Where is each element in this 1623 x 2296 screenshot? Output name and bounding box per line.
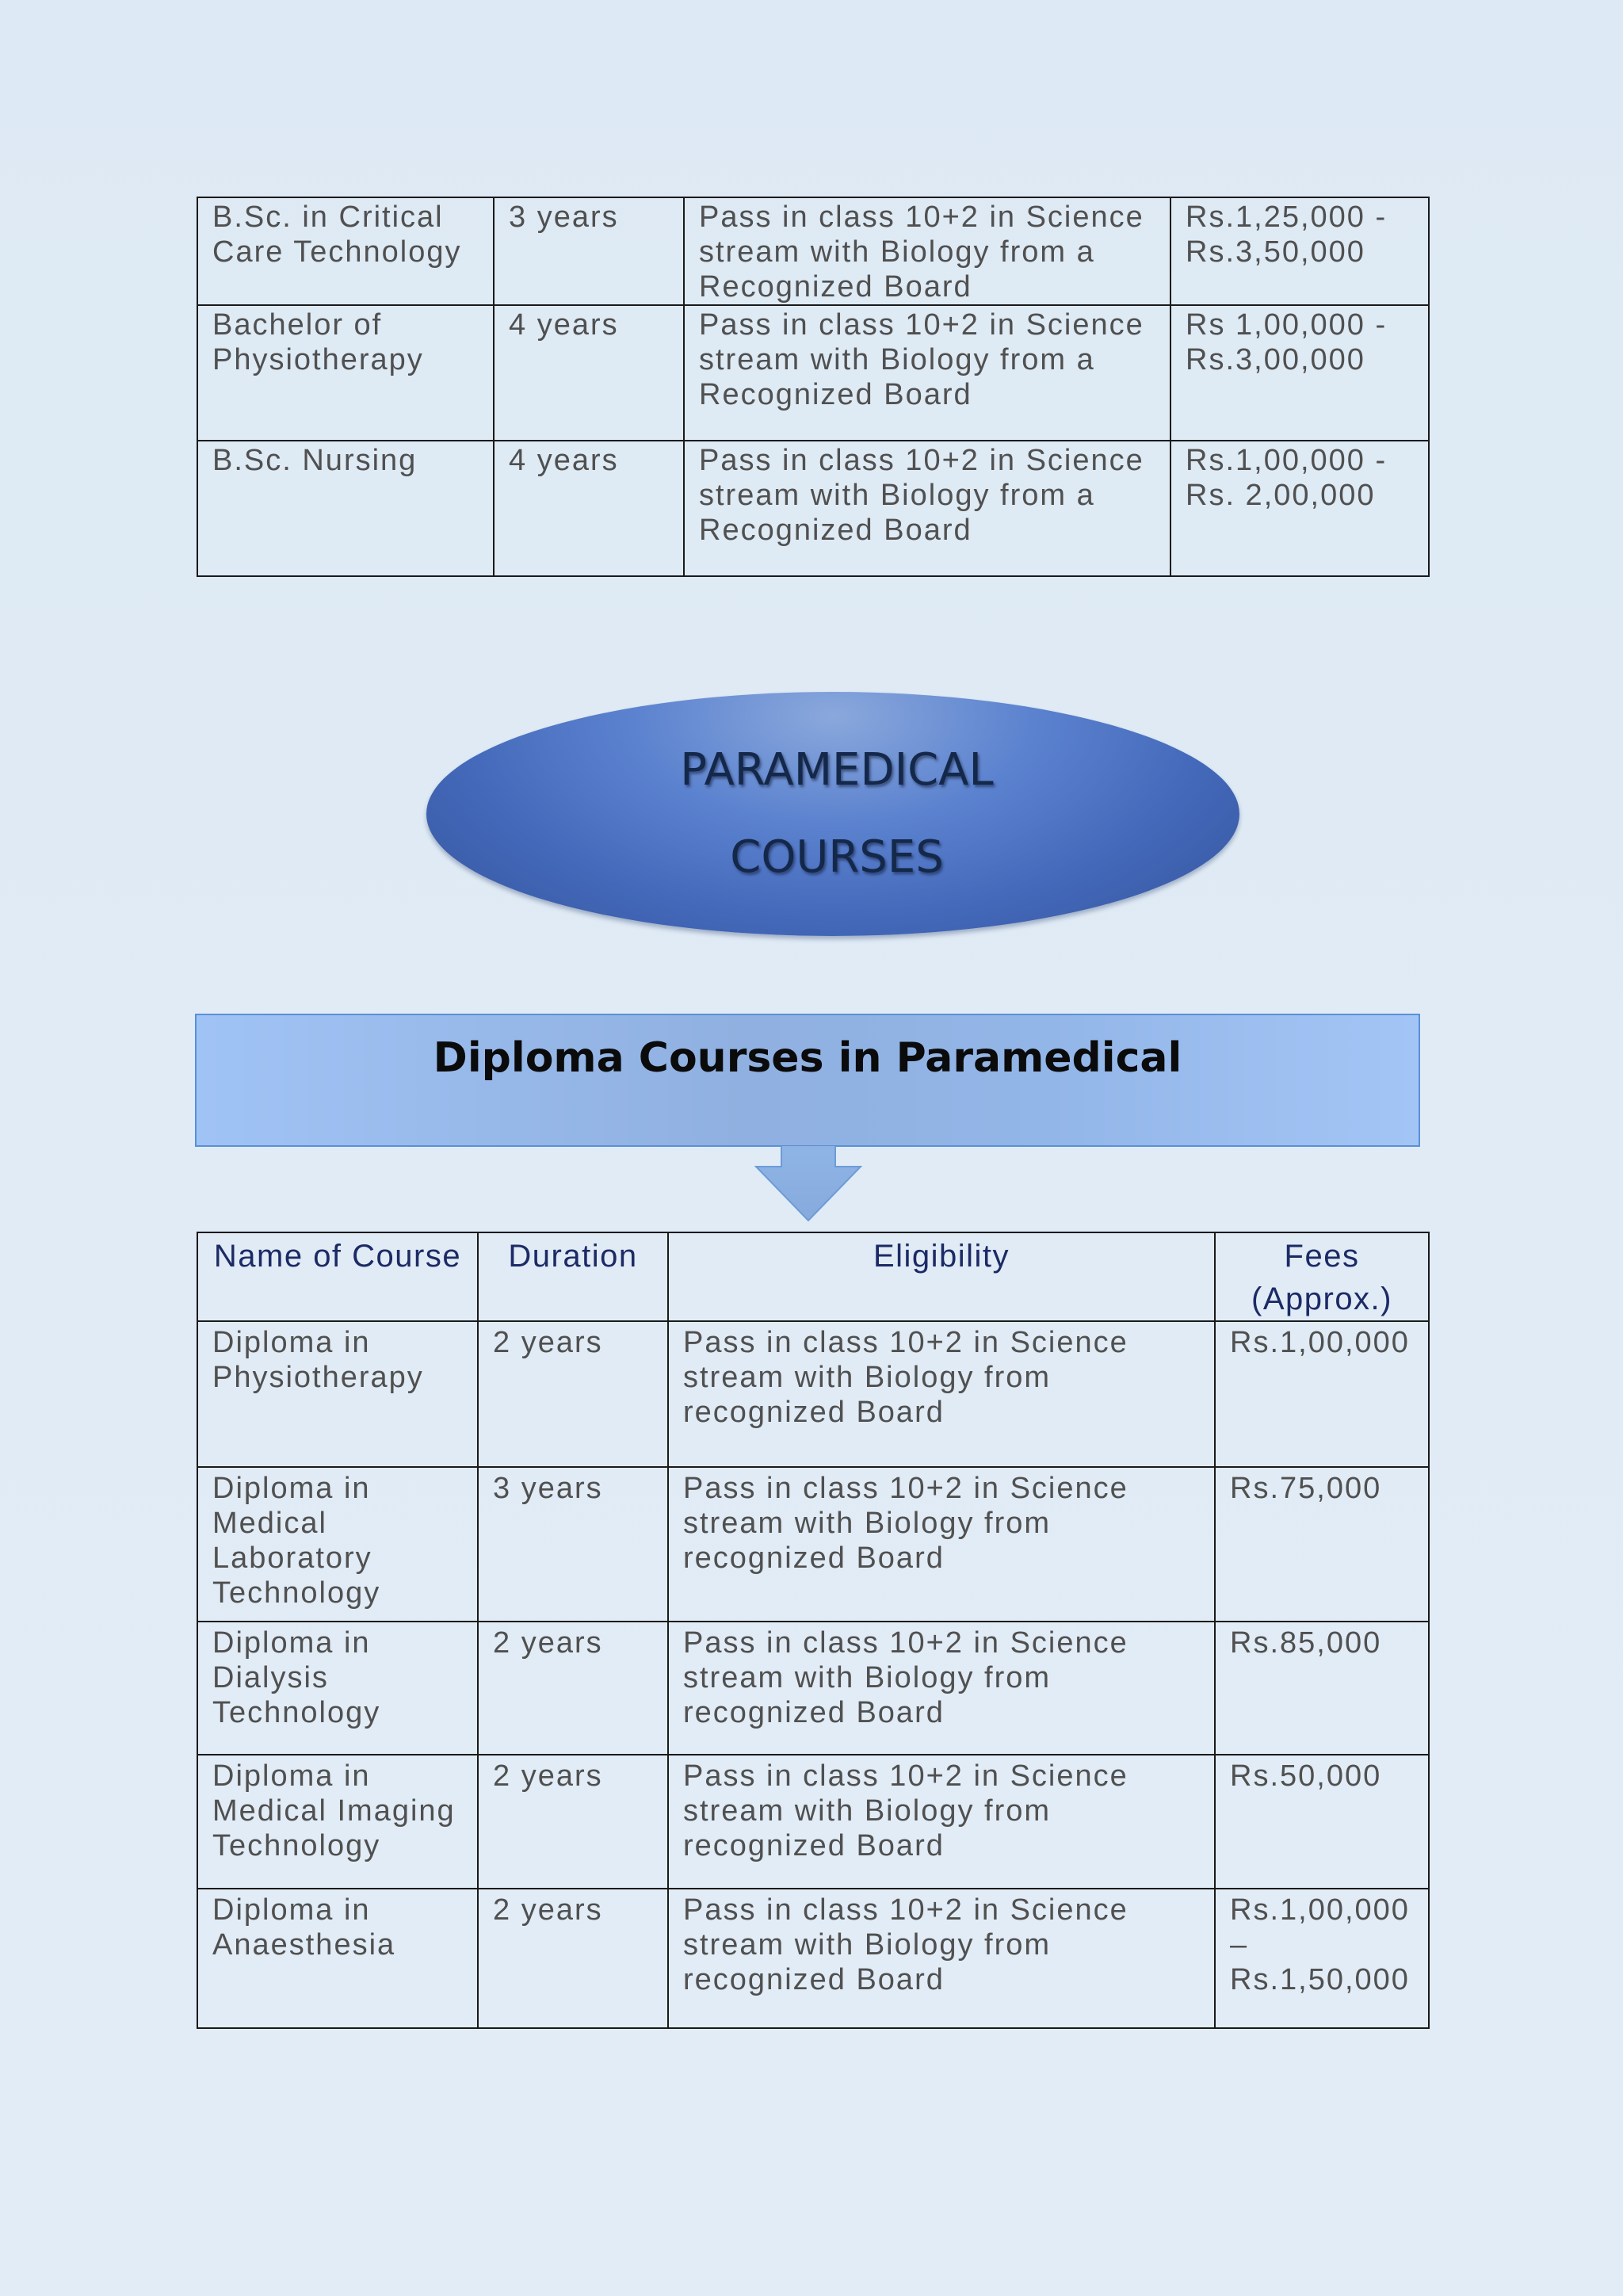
course-name-cell: Bachelor of Physiotherapy (197, 305, 494, 441)
eligibility-cell: Pass in class 10+2 in Science stream with Biology from recognized Board (668, 1467, 1215, 1622)
duration-cell: 4 years (494, 441, 684, 576)
table-row (197, 1467, 1429, 1622)
fees-cell: Rs.1,25,000 - Rs.3,50,000 (1170, 197, 1429, 305)
diploma-heading-banner (195, 1014, 1420, 1147)
table-row (197, 305, 1429, 441)
duration-cell: 3 years (494, 197, 684, 305)
table-row (197, 1321, 1429, 1467)
duration-cell: 2 years (478, 1755, 668, 1889)
table-row (197, 1889, 1429, 2028)
eligibility-cell: Pass in class 10+2 in Science stream with Biology from a Recognized Board (684, 441, 1170, 576)
course-name-cell: B.Sc. in Critical Care Technology (197, 197, 494, 305)
course-name-cell: Diploma in Physiotherapy (197, 1321, 478, 1467)
eligibility-cell: Pass in class 10+2 in Science stream with Biology from recognized Board (668, 1889, 1215, 2028)
course-name-cell: Diploma in Dialysis Technology (197, 1622, 478, 1755)
course-name-cell: B.Sc. Nursing (197, 441, 494, 576)
header-course: Name of Course (197, 1232, 478, 1321)
duration-cell: 2 years (478, 1622, 668, 1755)
table-row (197, 197, 1429, 305)
eligibility-cell: Pass in class 10+2 in Science stream with Biology from a Recognized Board (684, 305, 1170, 441)
eligibility-cell: Pass in class 10+2 in Science stream with Biology from recognized Board (668, 1321, 1215, 1467)
duration-cell: 2 years (478, 1889, 668, 2028)
header-fees: Fees (Approx.) (1215, 1232, 1429, 1321)
course-name-cell: Diploma in Anaesthesia (197, 1889, 478, 2028)
diploma-heading: Diploma Courses in Paramedical (433, 1034, 1182, 1082)
table-header-row (197, 1232, 1429, 1321)
eligibility-cell: Pass in class 10+2 in Science stream with Biology from a Recognized Board (684, 197, 1170, 305)
fees-cell: Rs.50,000 (1215, 1755, 1429, 1889)
eligibility-cell: Pass in class 10+2 in Science stream with Biology from recognized Board (668, 1622, 1215, 1755)
fees-cell: Rs 1,00,000 - Rs.3,00,000 (1170, 305, 1429, 441)
fees-cell: Rs.75,000 (1215, 1467, 1429, 1622)
table-row (197, 1755, 1429, 1889)
eligibility-cell: Pass in class 10+2 in Science stream with Biology from recognized Board (668, 1755, 1215, 1889)
course-name-cell: Diploma in Medical Laboratory Technology (197, 1467, 478, 1622)
paramedical-heading: PARAMEDICAL COURSES (680, 744, 994, 883)
duration-cell: 2 years (478, 1321, 668, 1467)
fees-cell: Rs.85,000 (1215, 1622, 1429, 1755)
degree-courses-table (197, 197, 1430, 577)
table-row (197, 1622, 1429, 1755)
course-name-cell: Diploma in Medical Imaging Technology (197, 1755, 478, 1889)
fees-cell: Rs.1,00,000 - Rs. 2,00,000 (1170, 441, 1429, 576)
diploma-courses-table (197, 1232, 1430, 2029)
duration-cell: 3 years (478, 1467, 668, 1622)
table-row (197, 441, 1429, 576)
duration-cell: 4 years (494, 305, 684, 441)
fees-cell: Rs.1,00,000 (1215, 1321, 1429, 1467)
down-arrow-icon (754, 1146, 862, 1222)
header-eligibility: Eligibility (668, 1232, 1215, 1321)
header-duration: Duration (478, 1232, 668, 1321)
paramedical-heading-ellipse (426, 692, 1239, 936)
fees-cell: Rs.1,00,000 – Rs.1,50,000 (1215, 1889, 1429, 2028)
